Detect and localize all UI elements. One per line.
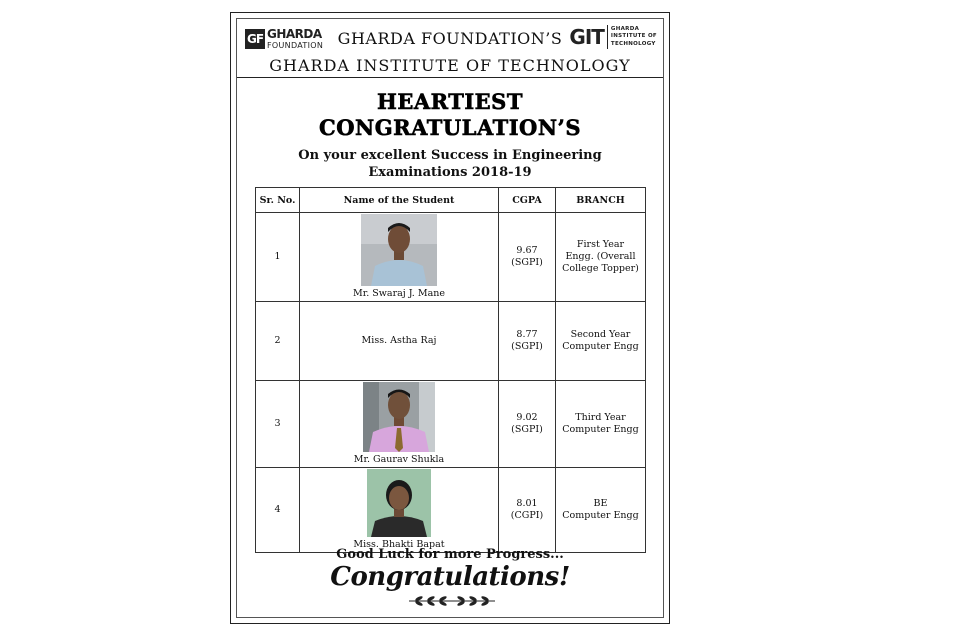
student-name: Mr. Swaraj J. Mane xyxy=(353,288,445,299)
cgpa-value: 9.67 xyxy=(516,245,538,256)
table-row xyxy=(256,302,646,381)
branch-cell xyxy=(556,468,646,553)
git-logo-line1: GHARDA xyxy=(610,26,640,33)
grade-type: (CGPI) xyxy=(510,510,544,521)
branch-cell xyxy=(556,381,646,468)
subheading-line1: On your excellent Success in Engineering xyxy=(298,148,602,163)
headline-line1: HEARTIEST xyxy=(377,89,523,114)
cgpa-cell xyxy=(499,302,556,381)
flourish-ornament-icon xyxy=(407,595,497,607)
sr-no-cell: 1 xyxy=(256,213,300,302)
student-name: Mr. Gaurav Shukla xyxy=(353,454,445,465)
col-header-name: Name of the Student xyxy=(300,188,499,213)
sr-no-cell: 2 xyxy=(256,302,300,381)
student-name-cell xyxy=(300,381,499,468)
grade-type: (SGPI) xyxy=(511,424,543,435)
grade-type: (SGPI) xyxy=(511,341,543,352)
branch-line1: Third Year xyxy=(575,412,626,423)
cgpa-cell xyxy=(499,468,556,553)
org-name-line2: GHARDA INSTITUTE OF TECHNOLOGY xyxy=(269,56,631,75)
student-name: Miss. Bhakti Bapat xyxy=(353,539,445,550)
branch-line2: Computer Engg xyxy=(562,510,639,521)
branch-line2: Engg. (Overall xyxy=(565,251,636,262)
table-header-row xyxy=(256,188,646,213)
org-name-line1: GHARDA FOUNDATION’S xyxy=(337,29,563,48)
branch-cell xyxy=(556,302,646,381)
student-name-cell xyxy=(300,213,499,302)
cgpa-value: 8.77 xyxy=(516,329,538,340)
headline xyxy=(237,89,663,141)
branch-cell xyxy=(556,213,646,302)
branch-line1: Second Year xyxy=(570,329,631,340)
student-photo xyxy=(363,382,435,452)
gf-logo-line1: GHARDA xyxy=(267,27,322,41)
branch-line3: College Topper) xyxy=(562,263,639,274)
sr-no-cell: 4 xyxy=(256,468,300,553)
col-header-sr-no: Sr. No. xyxy=(256,188,300,213)
student-name-cell xyxy=(300,468,499,553)
poster-inner-border xyxy=(236,18,664,618)
branch-line2: Computer Engg xyxy=(562,424,639,435)
cgpa-value: 8.01 xyxy=(516,498,538,509)
gf-logo-line2: FOUNDATION xyxy=(267,41,324,50)
student-name-cell xyxy=(300,302,499,381)
results-table xyxy=(255,187,646,553)
student-photo xyxy=(367,469,431,537)
git-logo-mark: GIT xyxy=(569,25,608,49)
subheading-line2: Examinations 2018-19 xyxy=(368,165,532,180)
student-photo xyxy=(361,214,437,286)
gf-logo-mark: GF xyxy=(245,29,265,49)
good-luck-text: Good Luck for more Progress... xyxy=(336,547,564,562)
table-row xyxy=(256,381,646,468)
cgpa-cell xyxy=(499,381,556,468)
subheading xyxy=(267,147,633,181)
git-logo-line2: INSTITUTE OF xyxy=(610,33,657,40)
git-logo-line3: TECHNOLOGY xyxy=(610,40,656,47)
col-header-branch: BRANCH xyxy=(556,188,646,213)
git-logo xyxy=(569,25,657,49)
table-row xyxy=(256,468,646,553)
cgpa-cell xyxy=(499,213,556,302)
table-row xyxy=(256,213,646,302)
grade-type: (SGPI) xyxy=(511,257,543,268)
student-name: Miss. Astha Raj xyxy=(361,335,437,346)
congratulations-script: Congratulations! xyxy=(330,562,570,592)
headline-line2: CONGRATULATION’S xyxy=(319,115,581,140)
branch-line2: Computer Engg xyxy=(562,341,639,352)
sr-no-cell: 3 xyxy=(256,381,300,468)
cgpa-value: 9.02 xyxy=(516,412,538,423)
branch-line1: First Year xyxy=(576,239,625,250)
branch-line1: BE xyxy=(593,498,608,509)
col-header-cgpa: CGPA xyxy=(499,188,556,213)
header-divider xyxy=(237,77,663,78)
congratulations-poster xyxy=(230,12,670,624)
